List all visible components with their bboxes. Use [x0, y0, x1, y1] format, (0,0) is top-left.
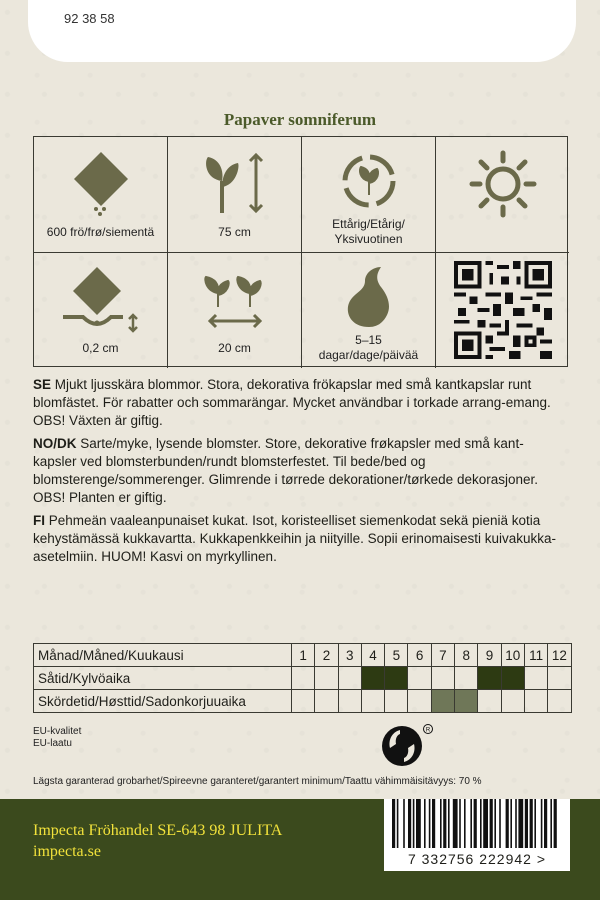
- month-12: 12: [548, 644, 571, 667]
- barcode-bar: [403, 799, 405, 849]
- spacing-cell: [168, 253, 302, 368]
- barcode-bar: [474, 799, 477, 849]
- barcode-bar: [525, 799, 528, 849]
- sow-m6: [408, 667, 431, 690]
- sow-m4: [361, 667, 384, 690]
- germination-cell: [302, 253, 436, 368]
- green-dot-recycling-icon: [380, 722, 434, 772]
- species-title: Papaver somniferum: [223, 110, 377, 129]
- barcode-bar: [534, 799, 536, 849]
- barcode-bar: [424, 799, 426, 849]
- barcode-bar: [413, 799, 415, 849]
- qr-code[interactable]: [454, 261, 552, 359]
- barcode-number: 7 332756 222942 >: [384, 848, 570, 871]
- barcode-bar: [464, 799, 466, 849]
- barcode-bar: [550, 799, 552, 849]
- lifecycle-label-1: Ettårig/Etårig/: [332, 217, 405, 231]
- barcode-bar: [490, 799, 493, 849]
- barcode-bar: [510, 799, 512, 849]
- barcode-bar: [530, 799, 533, 849]
- depth-label: 0,2 cm: [82, 341, 119, 355]
- product-code: 92 38 58: [64, 11, 115, 26]
- barcode-bar: [416, 799, 421, 849]
- seed-packet-icon: [66, 147, 136, 217]
- barcode-bar: [499, 799, 501, 849]
- depth-cell: [34, 253, 168, 368]
- barcode-bar: [408, 799, 411, 849]
- description-fi: FI Pehmeän vaaleanpunaiset kukat. Isot, koristeelliset siemenkodat sekä pieniä kotia kehystämässä kukkavartta. Kukkapenkkeihin ja niityille. Sopii erinomaisesti kuivakukka-asetelmiin. HUOM! Kasvi on myrkyllinen.: [33, 513, 556, 564]
- barcode-bar: [483, 799, 488, 849]
- barcode-bar: [554, 799, 557, 849]
- month-7: 7: [431, 644, 454, 667]
- month-5: 5: [385, 644, 408, 667]
- barcode-bar: [432, 799, 435, 849]
- barcode-bar: [544, 799, 547, 849]
- eu-quality-fi: EU-laatu: [33, 738, 72, 749]
- sow-m1: [292, 667, 315, 690]
- barcode-bar: [448, 799, 450, 849]
- lifecycle-cell: [302, 137, 436, 253]
- annual-cycle-icon: [337, 149, 401, 213]
- height-cell: [168, 137, 302, 253]
- eu-quality-se: EU-kvalitet: [33, 726, 82, 737]
- month-1: 1: [292, 644, 315, 667]
- sow-m9: [478, 667, 501, 690]
- barcode-bar: [515, 799, 517, 849]
- description-nodk: NO/DK Sarte/myke, lysende blomster. Store, dekorative frøkapsler med små kant-kapsler ved blomsterbunden/rundt blomsterfestet. Til bede/bed og blomsterenge/sommerenger. Glimrende i tørrede dekorationer/tørkede dekorasjoner. OBS! Planten er giftig.: [33, 436, 538, 505]
- eu-quality: [33, 726, 81, 750]
- sowing-calendar: [33, 643, 572, 713]
- har-m12: [548, 690, 571, 713]
- sow-m3: [338, 667, 361, 690]
- month-4: 4: [361, 644, 384, 667]
- company-address: Impecta Fröhandel SE-643 98 JULITA: [33, 822, 283, 839]
- barcode-bar: [541, 799, 543, 849]
- har-m8: [455, 690, 478, 713]
- sun-cell: [436, 137, 569, 253]
- harvest-row: [34, 690, 572, 713]
- germination-seed-icon: [341, 265, 397, 329]
- sowing-depth-icon: [61, 265, 141, 335]
- barcode-bar: [518, 799, 523, 849]
- har-m10: [501, 690, 524, 713]
- har-m6: [408, 690, 431, 713]
- har-m7: [431, 690, 454, 713]
- info-grid: [33, 136, 568, 367]
- barcode-bar: [392, 799, 395, 849]
- har-m1: [292, 690, 315, 713]
- har-m5: [385, 690, 408, 713]
- barcode-bar: [459, 799, 461, 849]
- sow-m2: [315, 667, 338, 690]
- packet-tab: [28, 0, 576, 62]
- calendar-header-row: [34, 644, 572, 667]
- full-sun-icon: [468, 149, 538, 219]
- month-10: 10: [501, 644, 524, 667]
- germination-guarantee: Lägsta garanterad grobarhet/Spireevne garanteret/garantert minimum/Taattu vähimmäisitävyys: 70 %: [33, 776, 482, 787]
- plant-height-icon: [200, 151, 270, 215]
- description: [33, 376, 563, 571]
- sow-m10: [501, 667, 524, 690]
- barcode-bar: [480, 799, 482, 849]
- har-m11: [524, 690, 547, 713]
- har-m2: [315, 690, 338, 713]
- height-label: 75 cm: [218, 225, 251, 239]
- description-se: SE Mjukt ljusskära blommor. Stora, dekorativa frökapslar med små kantkapslar runt blomfästet. För rabatter och sommarängar. Mycket användbar i torkade arrang-emang. OBS! Växten är giftig.: [33, 377, 551, 428]
- har-m3: [338, 690, 361, 713]
- sowing-label: Såtid/Kylvöaika: [34, 667, 292, 690]
- germination-label-2: dagar/dage/päivää: [318, 348, 419, 362]
- sow-m12: [548, 667, 571, 690]
- sowing-row: [34, 667, 572, 690]
- sow-m5: [385, 667, 408, 690]
- lifecycle-label-2: Yksivuotinen: [334, 232, 403, 246]
- barcode-bar: [453, 799, 458, 849]
- month-2: 2: [315, 644, 338, 667]
- month-header: Månad/Måned/Kuukausi: [34, 644, 292, 667]
- barcode-bar: [443, 799, 446, 849]
- month-8: 8: [455, 644, 478, 667]
- seed-count-cell: [34, 137, 168, 253]
- barcode-bar: [440, 799, 442, 849]
- har-m4: [361, 690, 384, 713]
- month-9: 9: [478, 644, 501, 667]
- spacing-label: 20 cm: [218, 341, 251, 355]
- seed-count-label: 600 frö/frø/siementä: [46, 225, 155, 239]
- barcode-bar: [470, 799, 472, 849]
- barcode-bar: [506, 799, 509, 849]
- plant-spacing-icon: [198, 267, 272, 331]
- barcode-bar: [397, 799, 399, 849]
- month-11: 11: [524, 644, 547, 667]
- har-m9: [478, 690, 501, 713]
- month-3: 3: [338, 644, 361, 667]
- sow-m11: [524, 667, 547, 690]
- barcode-bar: [494, 799, 496, 849]
- company-website[interactable]: impecta.se: [33, 843, 101, 860]
- germination-label-1: 5–15: [355, 333, 382, 347]
- qr-cell: [436, 253, 569, 368]
- svg-text:R: R: [425, 727, 431, 734]
- harvest-label: Skördetid/Høsttid/Sadonkorjuuaika: [34, 690, 292, 713]
- sow-m7: [431, 667, 454, 690]
- barcode-bar: [429, 799, 431, 849]
- month-6: 6: [408, 644, 431, 667]
- sow-m8: [455, 667, 478, 690]
